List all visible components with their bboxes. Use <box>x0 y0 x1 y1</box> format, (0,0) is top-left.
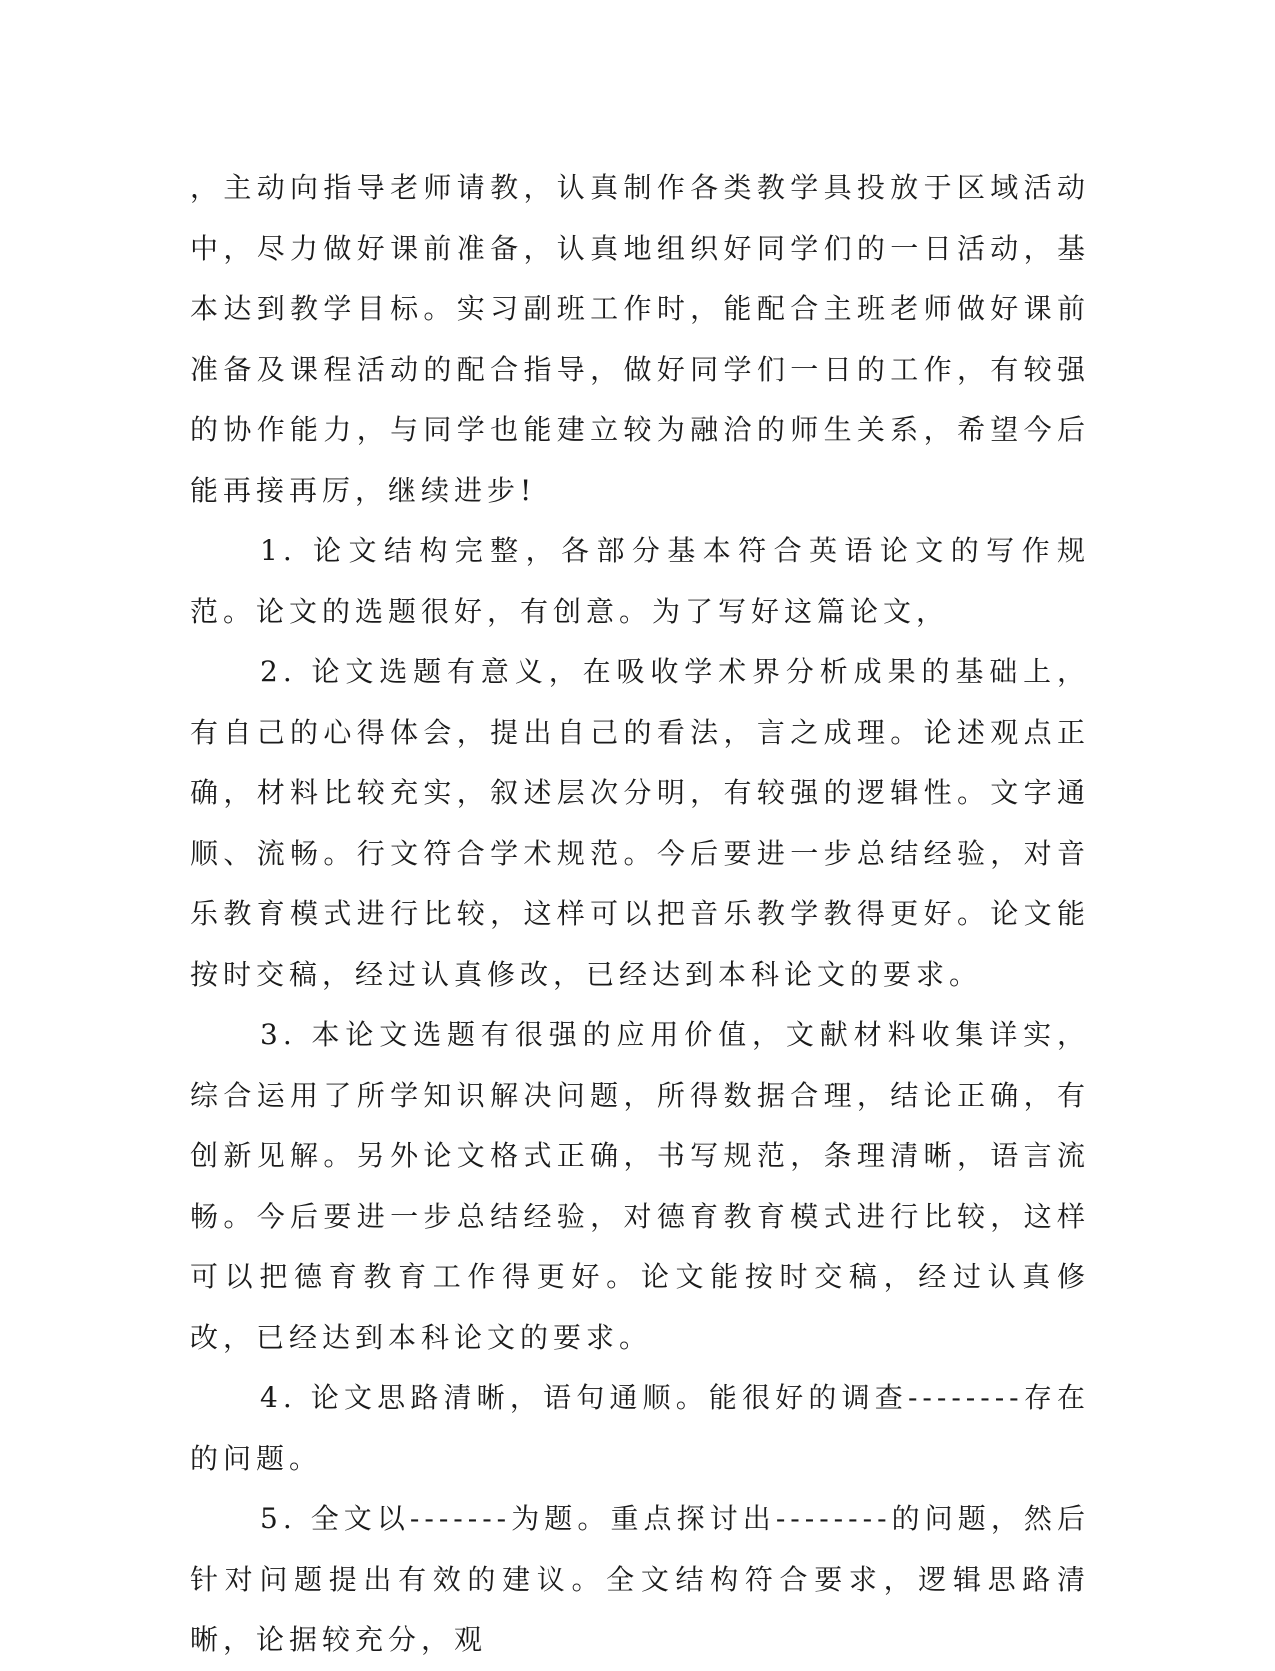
document-body <box>190 158 1090 1671</box>
paragraph-comment-1: 1. 论文结构完整，各部分基本符合英语论文的写作规范。论文的选题很好，有创意。为了写好这篇论文， <box>190 534 1090 628</box>
paragraph-continuation: ，主动向指导老师请教，认真制作各类教学具投放于区域活动中，尽力做好课前准备，认真地组织好同学们的一日活动，基本达到教学目标。实习副班工作时，能配合主班老师做好课前准备及课程活动的配合指导，做好同学们一日的工作，有较强的协作能力，与同学也能建立较为融洽的师生关系，希望今后能再接再厉，继续进步! <box>190 171 1090 507</box>
paragraph-comment-3: 3. 本论文选题有很强的应用价值，文献材料收集详实，综合运用了所学知识解决问题，所得数据合理，结论正确，有创新见解。另外论文格式正确，书写规范，条理清晰，语言流畅。今后要进一步总结经验，对德育教育模式进行比较，这样可以把德育教育工作得更好。论文能按时交稿，经过认真修改，已经达到本科论文的要求。 <box>190 1018 1090 1354</box>
paragraph-comment-2: 2. 论文选题有意义，在吸收学术界分析成果的基础上，有自己的心得体会，提出自己的看法，言之成理。论述观点正确，材料比较充实，叙述层次分明，有较强的逻辑性。文字通顺、流畅。行文符合学术规范。今后要进一步总结经验，对音乐教育模式进行比较，这样可以把音乐教学教得更好。论文能按时交稿，经过认真修改，已经达到本科论文的要求。 <box>190 655 1090 991</box>
paragraph-comment-4: 4. 论文思路清晰，语句通顺。能很好的调查--------存在的问题。 <box>190 1381 1090 1475</box>
paragraph-comment-5: 5. 全文以-------为题。重点探讨出--------的问题，然后针对问题提出有效的建议。全文结构符合要求，逻辑思路清晰，论据较充分，观 <box>190 1502 1090 1656</box>
